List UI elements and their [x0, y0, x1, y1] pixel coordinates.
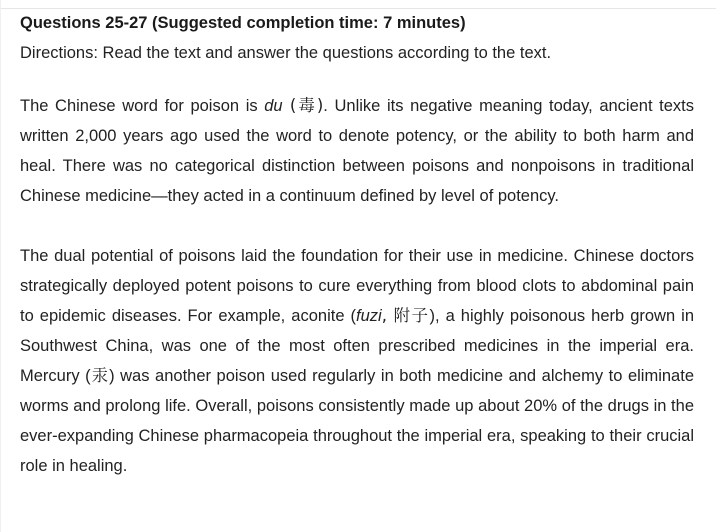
- term-fuzi-character: , 附子: [381, 306, 430, 325]
- mercury-character: 汞: [90, 366, 110, 385]
- reading-passage: [20, 12, 694, 481]
- term-du-character: (毒): [282, 96, 324, 115]
- paragraph-1-rest: . Unlike its negative meaning today, ancient texts written 2,000 years ago used the word to denote potency, or the ability to both harm and heal. There was no categorical distinction between poisons and nonpoisons in traditional Chinese medicine—they acted in a continuum defined by level of potency.: [20, 97, 694, 205]
- paragraph-1-intro: The Chinese word for poison is: [20, 97, 265, 115]
- paragraph-1: [20, 91, 694, 211]
- paragraph-2: [20, 241, 694, 481]
- paragraph-2-part-1: The dual potential of poisons laid the foundation for their use in medicine. Chinese doctors strategically deployed potent poisons to cure everything from blood clots to abdominal pain to epidemic diseases. For example, aconite (: [20, 247, 694, 325]
- left-border: [0, 0, 1, 532]
- paragraph-2-part-2: ), a highly poisonous herb grown in Southwest China, was one of the most often prescribed medicines in the imperial era. Mercury (: [20, 307, 695, 385]
- paragraph-2-part-3: ) was another poison used regularly in both medicine and alchemy to eliminate worms and prolong life. Overall, poisons consistently made up about 20% of the drugs in the ever-expanding Chinese pharmacopeia throughout the imperial era, speaking to their crucial role in healing.: [20, 367, 694, 475]
- term-du: du: [264, 97, 283, 115]
- term-fuzi: fuzi: [356, 307, 382, 325]
- directions-text: Directions: Read the text and answer the questions according to the text.: [20, 44, 552, 62]
- section-title: Questions 25-27 (Suggested completion time: 7 minutes): [20, 14, 466, 32]
- top-border: [0, 0, 716, 9]
